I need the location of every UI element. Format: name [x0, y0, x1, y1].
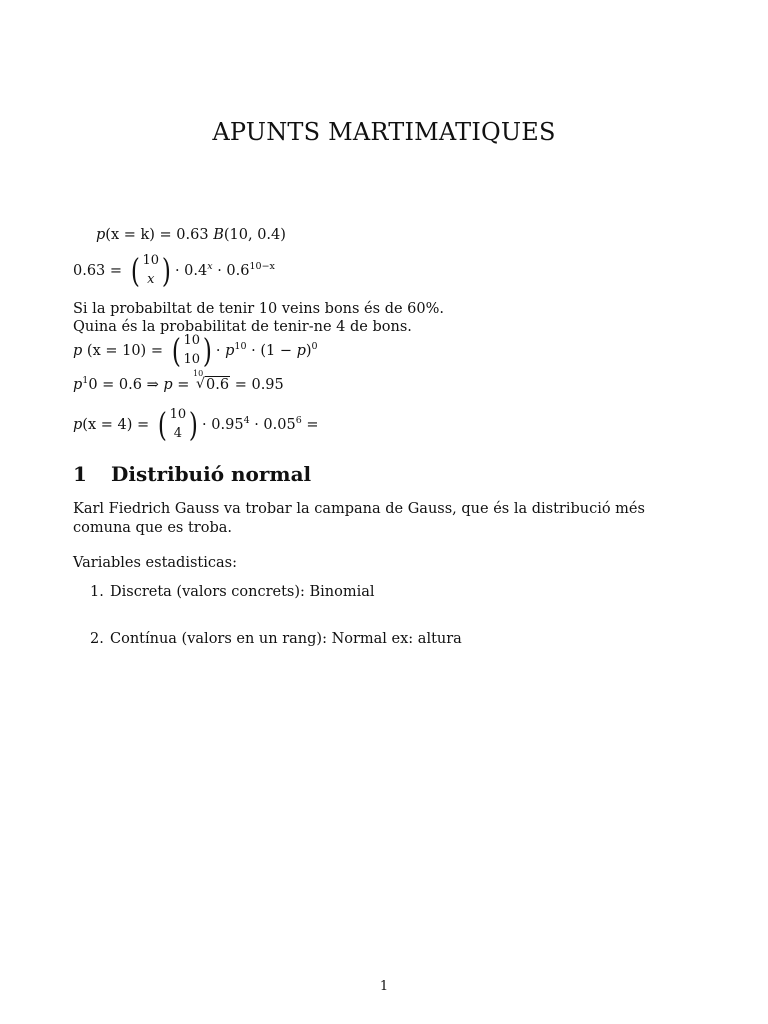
math-var-B: B	[213, 227, 224, 243]
math-text: (x = 4) =	[82, 416, 154, 433]
math-text: = 0.95	[230, 377, 284, 393]
binom-bottom: 10	[183, 351, 201, 367]
equation-p-four	[73, 406, 319, 444]
radical-sign: √	[196, 376, 205, 392]
math-text: (10, 0.4)	[223, 227, 286, 243]
math-text: 0 = 0.6 ⇒	[88, 377, 164, 393]
math-text: · (1 −	[246, 342, 297, 359]
exponent: 6	[295, 414, 302, 426]
list-number: 1.	[90, 584, 104, 600]
list-number: 2.	[90, 631, 104, 647]
binomial-coefficient	[156, 406, 200, 444]
list-item	[90, 584, 375, 600]
paragraph: Variables estadisticas:	[73, 555, 237, 571]
list-item	[90, 631, 462, 647]
math-var-p: p	[225, 342, 235, 359]
paragraph: Karl Fiedrich Gauss va trobar la campana de Gauss, que és la distribució més comuna que es troba.	[73, 501, 645, 536]
exponent: 10−x	[249, 260, 275, 272]
paren-left: (	[171, 331, 181, 371]
math-var-p: p	[73, 342, 83, 359]
math-text: · 0.95	[202, 416, 244, 433]
math-var-p: p	[73, 416, 83, 433]
binom-top: 10	[183, 333, 201, 348]
exponent: 10	[234, 340, 247, 352]
math-text: (x = 10) =	[82, 342, 168, 359]
text-line: Quina és la probabilitat de tenir-ne 4 de bons.	[73, 319, 412, 335]
text-line: Si la probabiltat de tenir 10 veins bons és de 60%.	[73, 301, 445, 317]
equation-p-ten	[73, 332, 318, 370]
math-text: · 0.6	[212, 262, 250, 279]
math-text: · 0.4	[174, 262, 208, 279]
math-text: =	[301, 416, 319, 433]
exponent: 4	[243, 414, 250, 426]
math-text: 0.63 =	[73, 262, 127, 279]
binomial-coefficient	[170, 332, 214, 370]
document-title: APUNTS MARTIMATIQUES	[212, 118, 556, 146]
radicand: 0.6	[206, 377, 230, 393]
equation-binomial-formula	[73, 252, 275, 290]
paren-right: )	[202, 331, 212, 371]
math-text: ·	[215, 342, 226, 359]
math-text: (x = k) = 0.63	[105, 227, 214, 243]
math-var-p: p	[73, 377, 83, 393]
math-var-p: p	[296, 342, 306, 359]
paren-left: (	[130, 251, 140, 291]
binom-bottom: 4	[173, 425, 183, 441]
list-text: Contínua (valors en un rang): Normal ex: altura	[110, 631, 462, 647]
math-text: · 0.05	[249, 416, 296, 433]
equation-root	[73, 369, 284, 393]
math-var-p: p	[163, 377, 173, 393]
root-index: 10	[193, 369, 204, 378]
binomial-coefficient	[129, 252, 173, 290]
binom-top: 10	[142, 253, 160, 268]
exponent: 0	[311, 340, 318, 352]
paren-left: (	[157, 405, 167, 445]
exponent: 1	[82, 375, 89, 386]
page-number: 1	[379, 979, 389, 994]
binom-top: 10	[169, 407, 187, 422]
equation-binomial-setup	[96, 228, 286, 243]
exponent: x	[207, 260, 213, 272]
paren-right: )	[189, 405, 199, 445]
section-title: Distribuió normal	[111, 462, 312, 486]
math-var-p: p	[96, 227, 106, 243]
binom-bottom: x	[147, 271, 155, 287]
section-number: 1	[73, 462, 87, 486]
nth-root	[193, 369, 230, 393]
math-text: =	[172, 377, 195, 393]
paren-right: )	[162, 251, 172, 291]
section-heading	[73, 462, 311, 486]
math-text: )	[305, 342, 312, 359]
list-text: Discreta (valors concrets): Binomial	[110, 584, 375, 600]
